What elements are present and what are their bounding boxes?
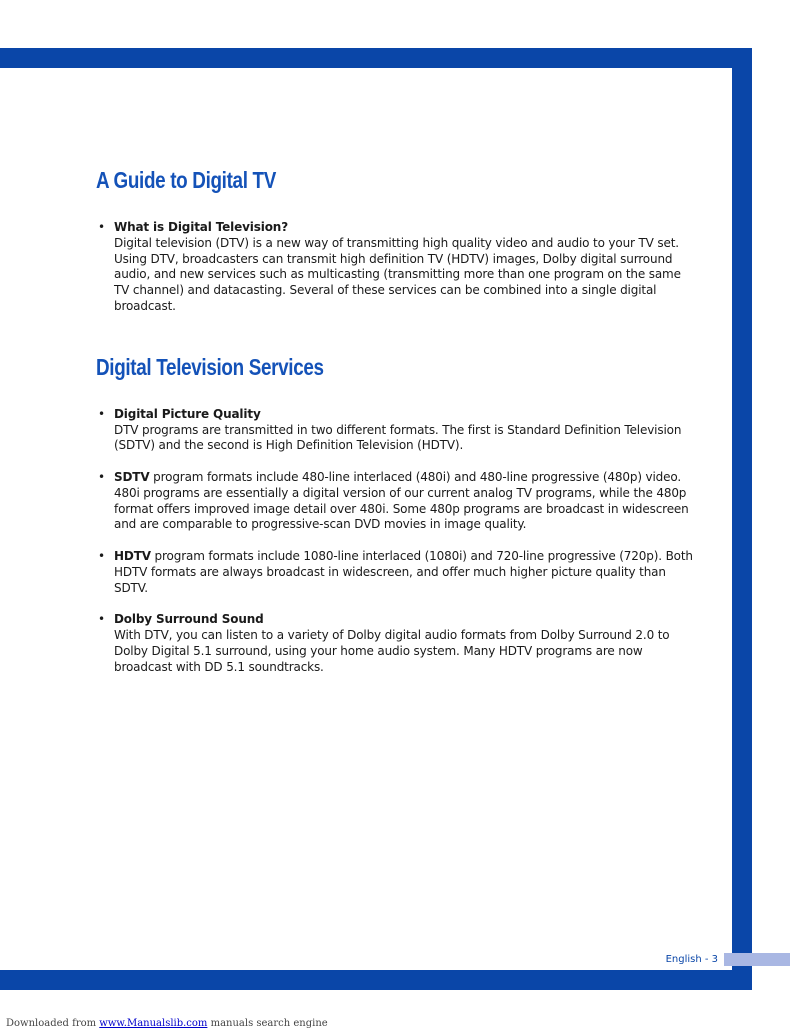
bullet-hdtv [96, 549, 696, 596]
page-tab [724, 953, 790, 966]
frame-top-bar [0, 48, 752, 68]
bullet-body: With DTV, you can listen to a variety of Dolby digital audio formats from Dolby Surround 2.0 to Dolby Digital 5.1 surround, using your home audio system. Many HDTV programs are now broadcast with DD 5.1 soundtracks. [114, 627, 670, 674]
footer-suffix: manuals search engine [207, 1018, 328, 1029]
frame-right-bar [732, 48, 752, 990]
bullet-body: DTV programs are transmitted in two different formats. The first is Standard Definition Television (SDTV) and the second is High Definition Television (HDTV). [114, 422, 682, 453]
page-content [96, 160, 696, 691]
bullet-heading: • What is Digital Television? [114, 220, 288, 234]
section-title-services: Digital Television Services [96, 353, 324, 380]
bullet-body: program formats include 480-line interlaced (480i) and 480-line progressive (480p) video. 480i programs are essentially a digital version of our current analog TV programs, while the 480p format offers improved image detail over 480i. Some 480p programs are broadcast in widescreen and are comparable to progressive-scan DVD movies in image quality. [114, 469, 689, 532]
bullet-heading: SDTV [114, 469, 150, 484]
bullet-heading: • Dolby Surround Sound [114, 612, 264, 627]
bullet-picture-quality [96, 407, 696, 454]
download-source-footer [6, 1018, 328, 1029]
bullet-sdtv [96, 470, 696, 533]
bullet-dolby-surround [96, 612, 696, 675]
bullet-heading: • Digital Picture Quality [114, 406, 261, 421]
footer-prefix: Downloaded from [6, 1018, 100, 1029]
page-number: English - 3 [665, 954, 718, 965]
section-title-guide: A Guide to Digital TV [96, 167, 276, 193]
manualslib-link[interactable]: www.Manualslib.com [99, 1018, 208, 1029]
bullet-body: Digital television (DTV) is a new way of transmitting high quality video and audio to your TV set. Using DTV, broadcasters can transmit high definition TV (HDTV) images, Dolby digital surround audio, and new services such as multicasting (transmitting more than one program on the same TV channel) and datacasting. Several of these services can be combined into a single digital broadcast. [114, 235, 681, 313]
bullet-heading: HDTV [114, 548, 151, 563]
frame-bottom-bar [0, 970, 752, 990]
bullet-body: program formats include 1080-line interlaced (1080i) and 720-line progressive (720p). Both HDTV formats are always broadcast in widescreen, and offer much higher picture quality than SDTV. [114, 548, 693, 595]
bullet-what-is-dtv [96, 220, 696, 315]
